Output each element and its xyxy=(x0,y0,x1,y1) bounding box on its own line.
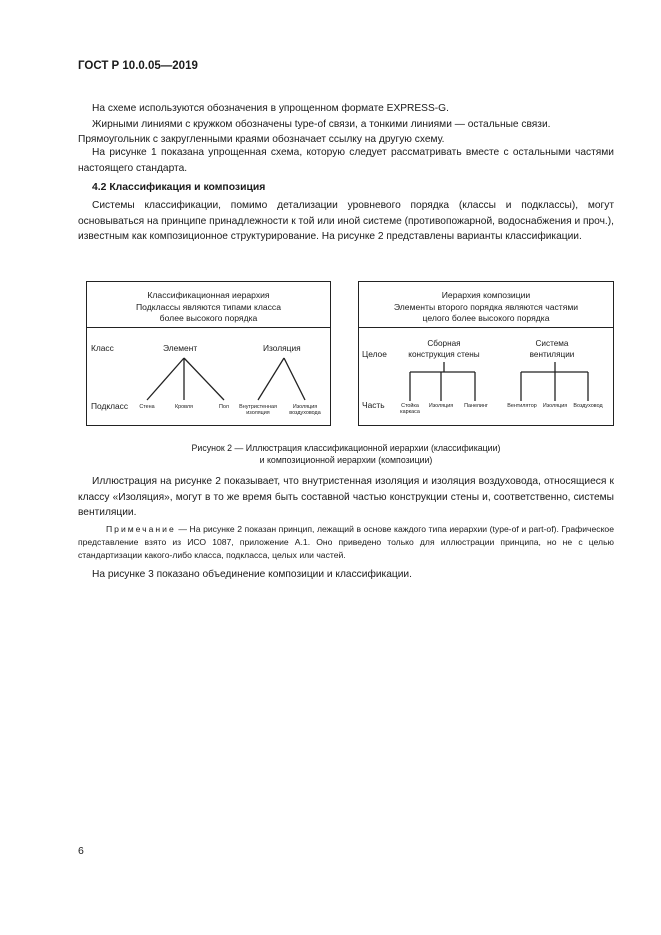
paragraph-line: Прямоугольник с закругленными краями обозначает ссылку на другую схему. xyxy=(78,134,445,146)
leaf-insulation: Изоляция xyxy=(428,403,454,409)
paragraph-illustration: Иллюстрация на рисунке 2 показывает, что внутристенная изоляция и изоляция воздуховода, относящиеся к классу «Изоляция», могут в то же время быть составной частью конструкции стены и, соответственно, системы вентиляции. xyxy=(78,476,614,519)
node-isolation: Изоляция xyxy=(263,343,301,353)
figure-caption: Рисунок 2 — Иллюстрация классификационной иерархии (классификации) и композиционной иерархии (композиции) xyxy=(191,443,501,465)
paragraph-line: На схеме используются обозначения в упрощенном формате EXPRESS-G. xyxy=(92,103,449,114)
leaf-duct-insulation-part: Изоляция xyxy=(542,403,568,409)
section-heading: 4.2 Классификация и композиция xyxy=(92,182,266,193)
note xyxy=(78,523,614,563)
classification-box-title: Классификационная иерархия Подклассы являются типами класса более высокого порядка xyxy=(87,282,330,328)
paragraph-figure3: На рисунке 3 показано объединение композиции и классификации. xyxy=(92,569,412,580)
composition-box-title: Иерархия композиции Элементы второго порядка являются частями целого более высокого порядка xyxy=(359,282,613,328)
leaf-paneling: Панелинг xyxy=(464,403,488,409)
row-label-class: Класс xyxy=(91,343,114,353)
paragraph-figure1: На рисунке 1 показана упрощенная схема, которую следует рассматривать вместе с остальными частями настоящего стандарта. xyxy=(78,147,614,174)
link-isolation-wall xyxy=(258,358,284,400)
page-number: 6 xyxy=(78,845,84,857)
note-label: Примечание xyxy=(106,524,176,534)
leaf-roof: Кровля xyxy=(175,404,193,410)
row-label-whole: Целое xyxy=(362,349,387,359)
link-element-floor xyxy=(184,358,224,400)
row-label-part: Часть xyxy=(362,400,385,410)
link-element-wall xyxy=(147,358,184,400)
node-element: Элемент xyxy=(163,343,198,353)
leaf-wall: Стена xyxy=(139,404,155,410)
paragraph-line: Жирными линиями с кружком обозначены type-of связи, а тонкими линиями — остальные связи. xyxy=(92,118,551,130)
leaf-stud: Стойка каркаса xyxy=(400,403,420,416)
paragraph-classification: Системы классификации, помимо детализации уровневого порядка (классы и подклассы), могут основываться на принципе принадлежности к той или иной системе (противопожарной, водоснабжения и проч.), известным как композиционное структурирование. На рисунке 2 представлены варианты классификации. xyxy=(78,200,614,243)
leaf-wall-insulation: Внутристенная изоляция xyxy=(239,404,277,417)
leaf-floor: Пол xyxy=(219,404,229,410)
node-ventilation-system: Система вентиляции xyxy=(529,339,575,359)
leaf-duct: Воздуховод xyxy=(573,403,603,409)
leaf-fan: Вентилятор xyxy=(507,403,537,409)
node-wall-assembly: Сборная конструкция стены xyxy=(408,339,480,359)
document-header: ГОСТ Р 10.0.05—2019 xyxy=(78,60,198,72)
leaf-duct-insulation: Изоляция воздуховода xyxy=(289,404,321,417)
link-isolation-duct xyxy=(284,358,305,400)
note-text: — На рисунке 2 показан принцип, лежащий в основе каждого типа иерархии (type-of и part-of). Графическое представление взято из ИСО 1087, приложение А.1. Оно приведено только для иллюстрации принципа, но не с целью стандартизации какого-либо класса, подкласса, целых или частей. xyxy=(78,524,614,561)
row-label-subclass: Подкласс xyxy=(91,401,129,411)
